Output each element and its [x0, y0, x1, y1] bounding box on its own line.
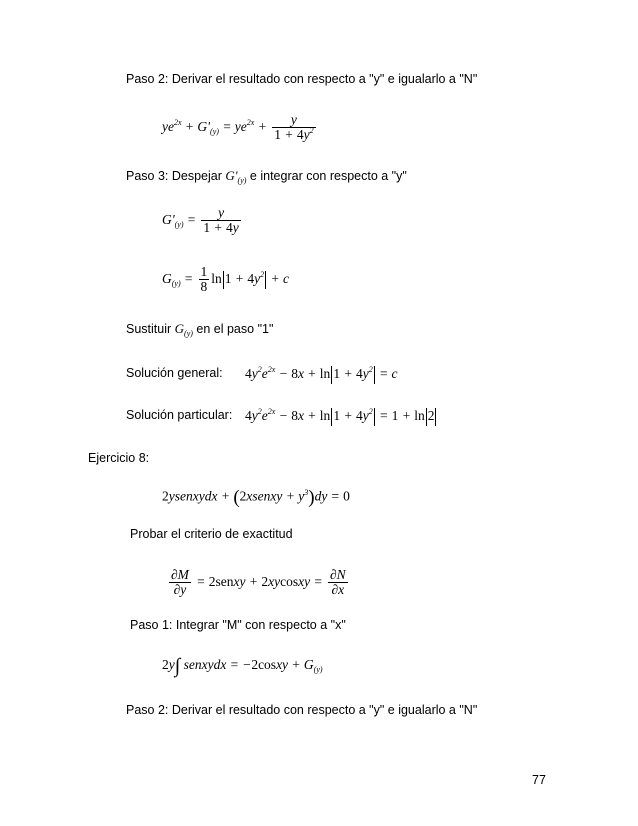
solucion-particular-label: Solución particular: — [126, 408, 233, 422]
paso2-heading-repeat: Paso 2: Derivar el resultado con respecto a "y" e igualarlo a "N" — [126, 703, 478, 717]
equation-g-prime: $G'_{(y)}$ = $\frac{y}{1 + 4y}$ — [162, 205, 239, 236]
equation-derivative: $ye^{2x} + G'_{(y)} = ye^{2x}$ + $\frac{y}{1 + 4y^2}$ — [162, 112, 314, 143]
paso2-heading: Paso 2: Derivar el resultado con respecto a "y" e igualarlo a "N" — [126, 72, 478, 86]
paso1-heading: Paso 1: Integrar "M" con respecto a "x" — [130, 618, 346, 632]
equation-integral-m: 2y∫ senxydx = −2cosxy + $G_{(y)}$ — [162, 655, 323, 677]
probar-heading: Probar el criterio de exactitud — [130, 527, 293, 541]
ejercicio-heading: Ejercicio 8: — [88, 451, 150, 465]
sustituir-heading: Sustituir $G_{(y)}$ en el paso "1" — [126, 321, 274, 338]
equation-g-integral: $G_{(y)}$ = $\frac{1}{8}$ $\ln 1 + 4y^2 + c$ — [162, 264, 290, 295]
paso3-heading: Paso 3: Despejar $G'_{(y)}$ e integrar con respecto a "y" — [126, 168, 407, 185]
solucion-particular-equation: $4y^2e^{2x} - 8x + \ln 1 + 4y^2 = 1 + \ln 2$ — [245, 408, 437, 426]
solucion-general-equation: $4y^2e^{2x} - 8x + \ln 1 + 4y^2 = c$ — [245, 366, 398, 384]
solucion-general-label: Solución general: — [126, 366, 223, 380]
equation-exactitud: $\frac{\partial M}{\partial y}$ = 2senxy + 2xycosxy = $\frac{\partial N}{\partial x}$ — [171, 567, 346, 598]
equation-ejercicio: 2ysenxydx + (2xsenxy + $y^3)dy = 0$ — [162, 487, 350, 508]
page-number: 77 — [532, 773, 546, 787]
